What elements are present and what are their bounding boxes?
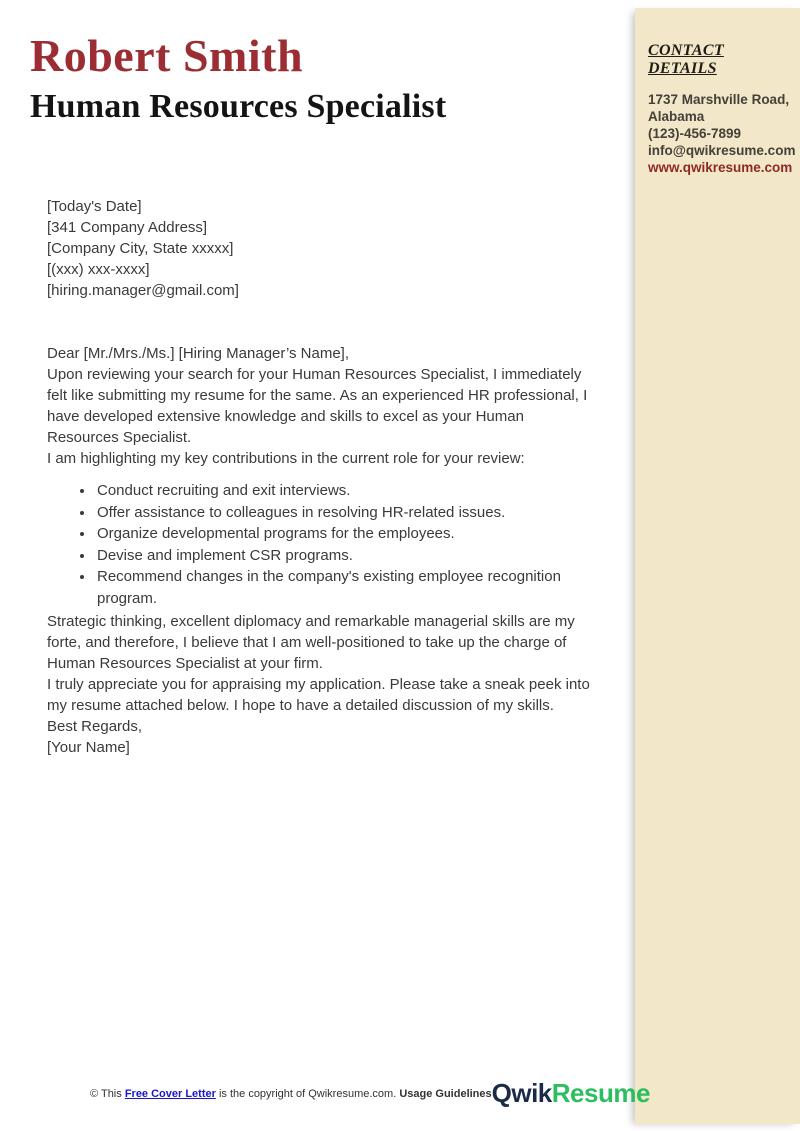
contact-address-line1: 1737 Marshville Road, — [648, 92, 790, 107]
contribution-item: • Conduct recruiting and exit interviews. — [95, 480, 595, 502]
company-address-line: [Company City, State xxxxx] — [47, 240, 234, 257]
paragraph-intro: Upon reviewing your search for your Human Resources Specialist, I immediately felt like submitting my resume for the same. As an experienced HR professional, I have developed extensive knowledge and skills to excel as your Human Resources Specialist. — [47, 366, 588, 446]
contributions-list — [47, 480, 595, 609]
qwikresume-logo[interactable] — [492, 1078, 650, 1109]
contribution-item: • Organize developmental programs for the employees. — [95, 523, 595, 545]
contribution-item: • Devise and implement CSR programs. — [95, 545, 595, 567]
copyright-line — [90, 1088, 492, 1100]
letter-header — [30, 30, 590, 128]
contact-website-link[interactable]: www.qwikresume.com — [648, 160, 793, 175]
copyright-middle: is the copyright of Qwikresume.com. — [218, 1087, 397, 1100]
contact-address-line2: Alabama — [648, 109, 705, 124]
contribution-item: • Offer assistance to colleagues in resolving HR-related issues. — [95, 502, 595, 524]
logo-resume-text: Resume — [551, 1078, 650, 1108]
company-address-block — [47, 217, 595, 301]
page-footer — [90, 1078, 650, 1109]
company-address-line: [hiring.manager@gmail.com] — [47, 282, 239, 299]
logo-qwik-text: Qwik — [491, 1078, 552, 1108]
paragraph-highlight: I am highlighting my key contributions in the current role for your review: — [47, 450, 525, 467]
copyright-icon: © — [90, 1087, 99, 1100]
contact-details-heading: CONTACT DETAILS — [648, 42, 724, 77]
company-address-line: [(xxx) xxx-xxxx] — [47, 261, 150, 278]
copyright-prefix: This — [100, 1087, 122, 1100]
paragraph-thanks: I truly appreciate you for appraising my application. Please take a sneak peek into my resume attached below. I hope to have a detailed discussion of my skills. — [47, 676, 590, 714]
salutation: Dear [Mr./Mrs./Ms.] [Hiring Manager’s Name], — [47, 345, 350, 362]
paragraph-strengths: Strategic thinking, excellent diplomacy and remarkable managerial skills are my forte, and therefore, I believe that I am well-positioned to take up the charge of Human Resources Specialist at your firm. — [47, 613, 575, 672]
closing-line: Best Regards, — [47, 718, 143, 735]
letter-body — [47, 196, 595, 758]
usage-guidelines-link[interactable]: Usage Guidelines — [399, 1087, 492, 1100]
candidate-job-title: Human Resources Specialist — [30, 87, 447, 125]
free-cover-letter-link[interactable]: Free Cover Letter — [124, 1087, 216, 1100]
contribution-item: • Recommend changes in the company's existing employee recognition program. — [95, 566, 595, 609]
contact-sidebar — [635, 8, 800, 1124]
contact-phone: (123)-456-7899 — [648, 126, 742, 141]
contact-email: info@qwikresume.com — [648, 143, 796, 158]
company-address-line: [341 Company Address] — [47, 219, 208, 236]
candidate-name: Robert Smith — [30, 30, 304, 81]
signature-placeholder: [Your Name] — [47, 739, 130, 756]
date-placeholder: [Today's Date] — [47, 198, 142, 215]
